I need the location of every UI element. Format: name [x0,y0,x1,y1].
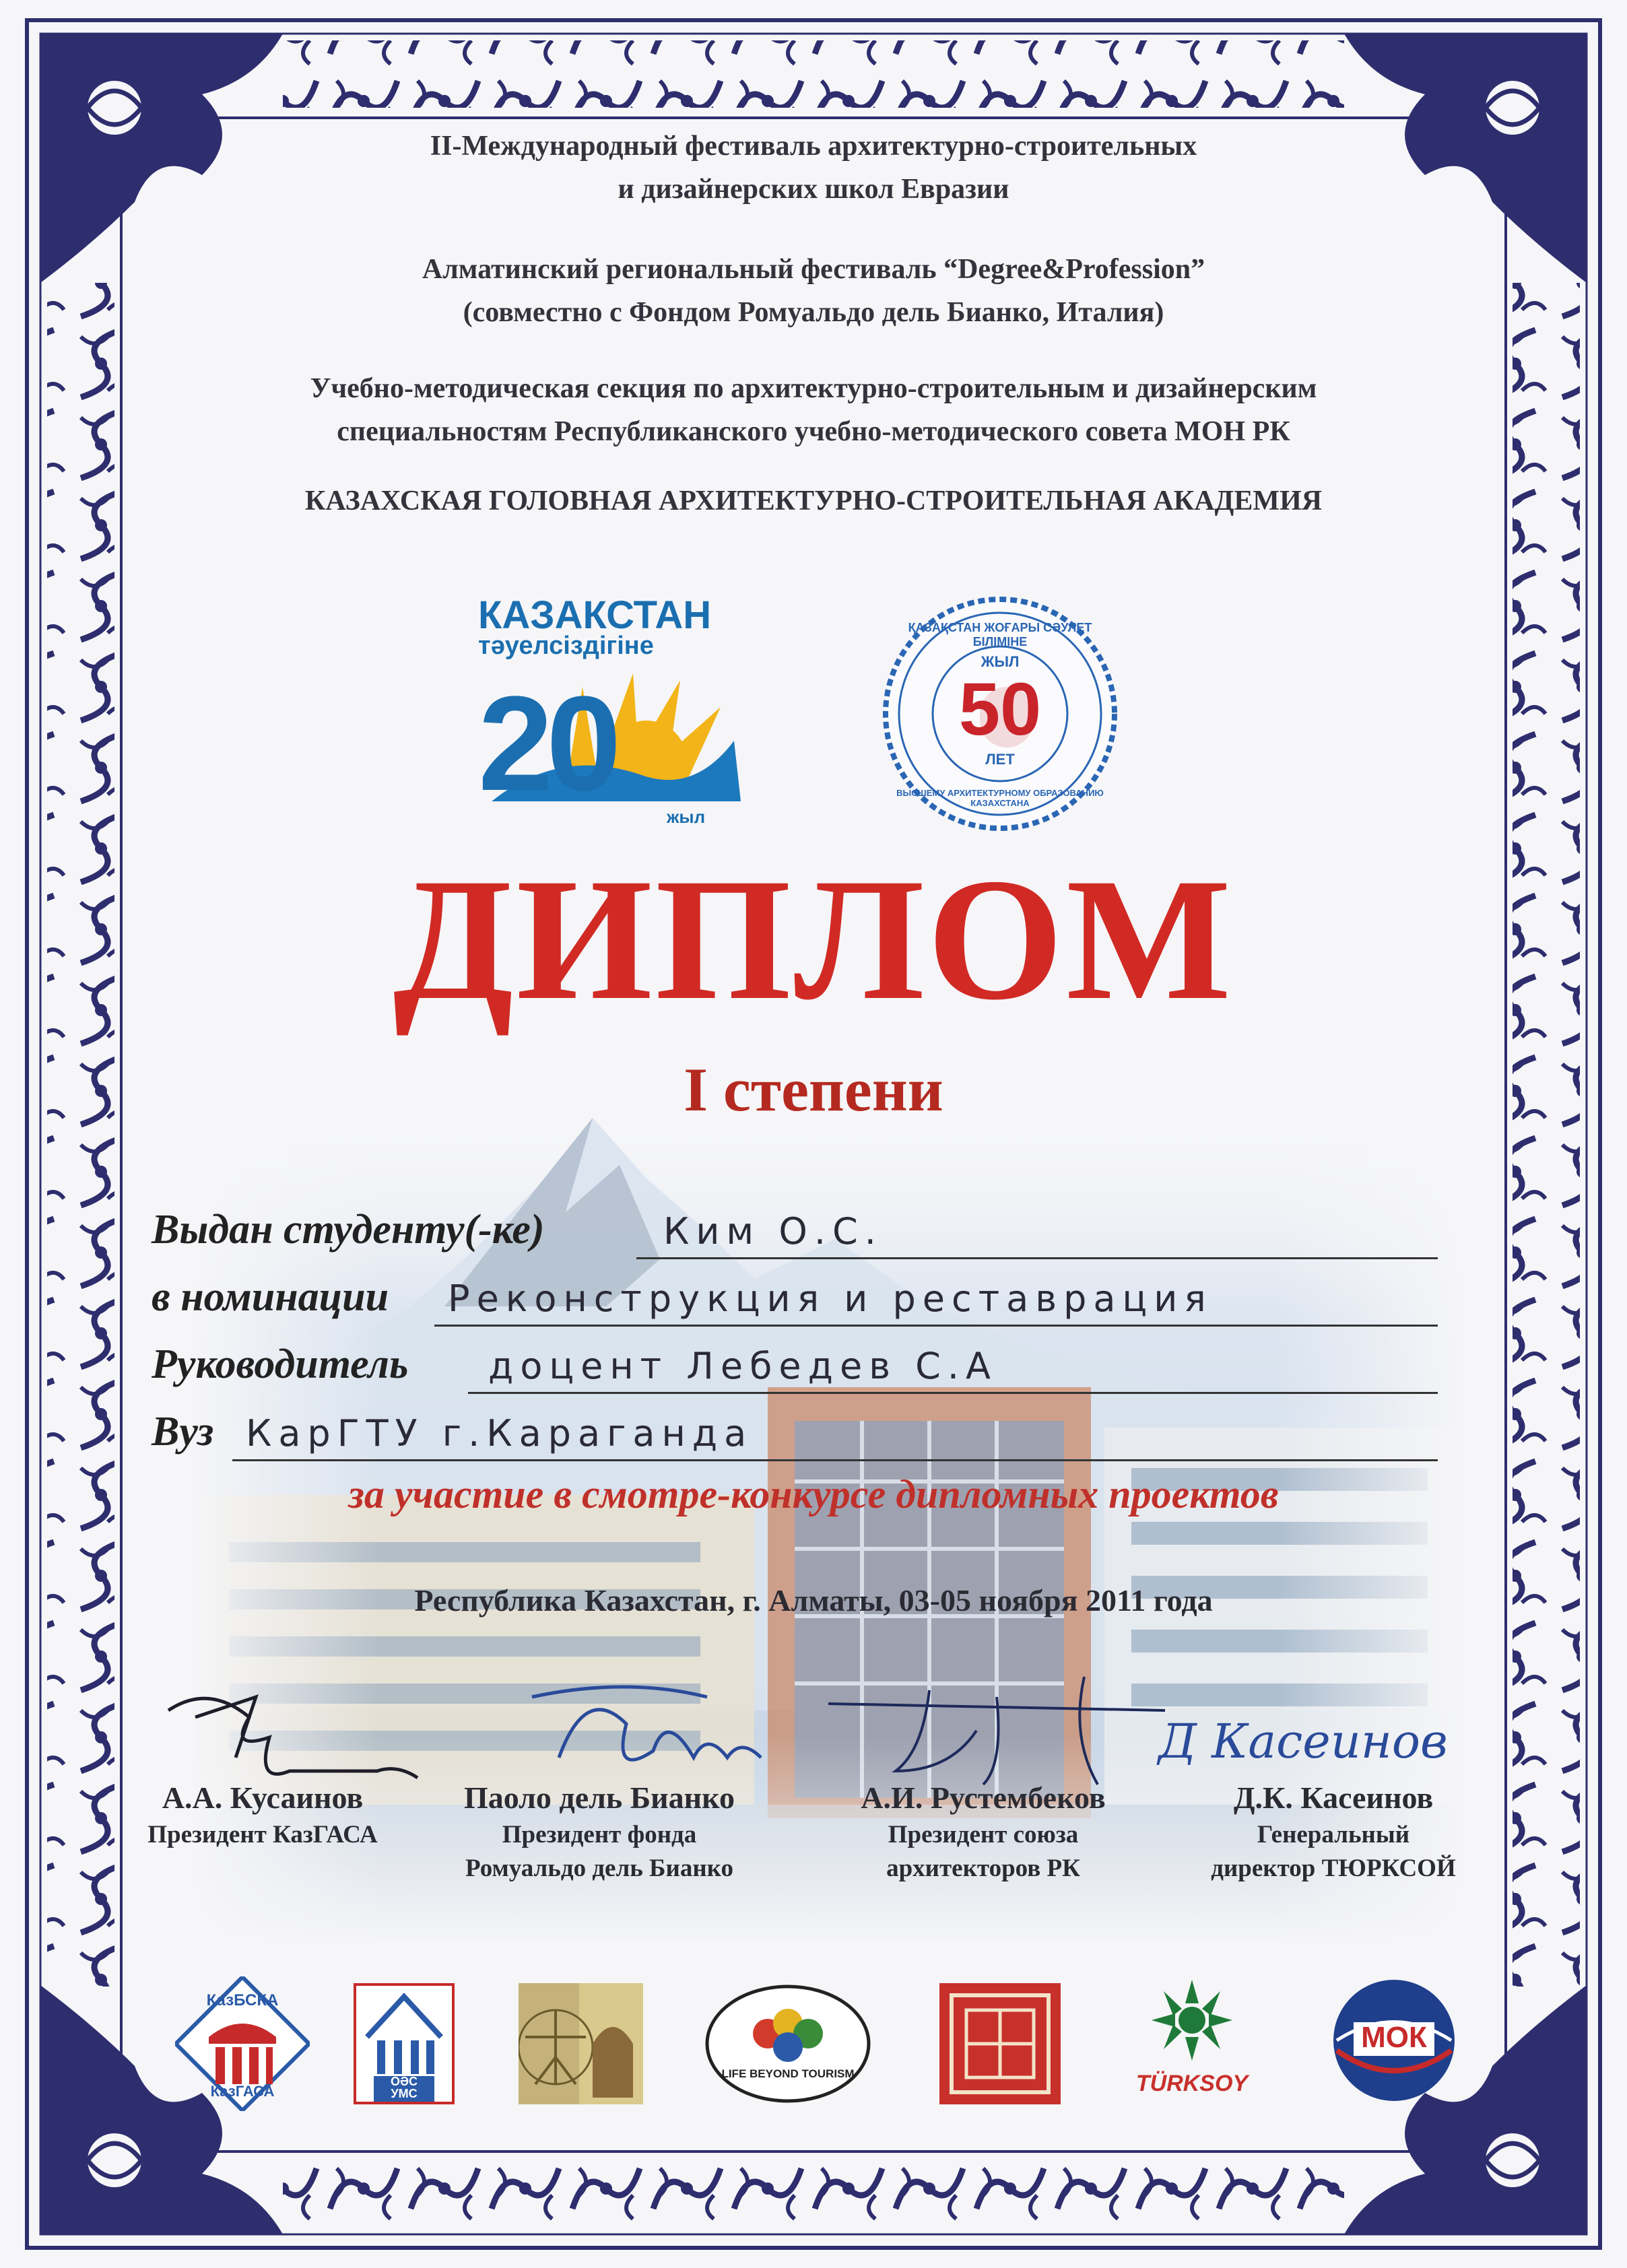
signatory-3-position-1: Президент союза [888,1821,1079,1848]
seal-ring-top: ҚАЗАҚСТАН ЖОҒАРЫ СӘУЛЕТ БІЛІМІНЕ [908,621,1092,648]
issued-underline [636,1257,1438,1259]
kazbska-top-text: КазБСКА [206,1991,279,2009]
header-line-2: и дизайнерских школ Евразии [618,174,1009,205]
signatory-4 [1172,1778,1495,1886]
signatory-3 [808,1778,1158,1886]
university-underline [232,1459,1438,1461]
signatory-3-name: А.И. Рустембеков [861,1780,1106,1815]
header-line-4: (совместно с Фондом Ромуальдо дель Бианко, Италия) [463,297,1164,328]
issued-label: Выдан студенту(-ке) [152,1207,545,1253]
header-line-3: Алматинский региональный фестиваль “Degree&Profession” [422,254,1205,285]
mok-text: МОК [1361,2021,1427,2054]
issued-value: Ким О.С. [663,1210,883,1253]
turksoy-text: TÜRKSOY [1135,2071,1249,2096]
independence-20-logo [465,593,748,835]
ornament-square-logo [939,1983,1061,2104]
diploma-degree: I степени [684,1055,943,1124]
seal-word-bottom: ЛЕТ [985,751,1015,768]
header-line-6: специальностям Республиканского учебно-методического совета МОН РК [337,416,1290,447]
header-line-5: Учебно-методическая секция по архитектурно-строительным и дизайнерским [310,373,1317,404]
supervisor-underline [468,1392,1438,1394]
signatory-1 [108,1778,418,1852]
signatory-2-position-2: Ромуальдо дель Бианко [465,1855,733,1882]
logo-independence-text: тәуелсіздігіне [478,632,654,660]
mok-logo [1330,1976,1458,2104]
signatory-2 [418,1778,781,1886]
signatory-3-position-2: архитекторов РК [886,1855,1080,1882]
vitruvian-logo [519,1983,643,2104]
signatory-4-name: Д.К. Касеинов [1233,1780,1434,1815]
signatory-4-position-1: Генеральный [1257,1821,1410,1848]
supervisor-label: Руководитель [152,1341,409,1387]
lbt-text: LIFE BEYOND TOURISM [721,2067,855,2080]
field-issued-to [152,1205,1438,1259]
kazbska-logo [175,1976,310,2111]
signatory-2-position-1: Президент фонда [502,1821,697,1848]
kazbska-bottom-text: КазГАСА [210,2083,275,2100]
signatory-1-name: А.А. Кусаинов [162,1780,364,1815]
supervisor-value: доцент Лебедев С.А [488,1345,997,1387]
seal-number-50: 50 [958,668,1042,751]
logo-number-20: 20 [478,669,615,819]
seal-ring-bottom: ВЫСШЕМУ АРХИТЕКТУРНОМУ ОБРАЗОВАНИЮ КАЗАХСТАНА [896,788,1104,808]
architecture-50-years-seal [879,593,1121,835]
seal-word-top: ЖЫЛ [981,653,1020,670]
signatory-1-position: Президент КазГАСА [147,1821,378,1848]
nomination-underline [434,1325,1438,1327]
signatory-4-position-2: директор ТЮРКСОЙ [1211,1855,1456,1882]
header-line-1: II-Международный фестиваль архитектурно-строительных [430,131,1197,162]
turksoy-logo [1111,1976,1273,2111]
header-line-7: КАЗАХСКАЯ ГОЛОВНАЯ АРХИТЕКТУРНО-СТРОИТЕЛЬНАЯ АКАДЕМИЯ [304,486,1323,516]
oes-ums-logo [354,1983,455,2104]
university-label: Вуз [152,1409,214,1455]
field-nomination [152,1273,1438,1327]
place-date: Республика Казахстан, г. Алматы, 03-05 ноября 2011 года [414,1583,1213,1617]
participation-text: за участие в смотре-конкурсе дипломных проектов [348,1472,1279,1516]
signature-text-kaseinov: Д Касеинов [1158,1714,1448,1769]
oes-text: ОӘС [390,2075,418,2088]
logo-kazakstan-text: КАЗАКСТАН [478,593,712,637]
field-supervisor [152,1340,1438,1394]
field-university [152,1407,1438,1461]
life-beyond-tourism-logo [704,1983,872,2104]
ums-text: УМС [391,2087,418,2100]
university-value: КарГТУ г.Караганда [246,1412,754,1455]
logo-zhyl-text: жыл [667,807,706,827]
nomination-value: Реконструкция и реставрация [448,1277,1213,1320]
nomination-label: в номинации [152,1274,389,1320]
diploma-title: ДИПЛОМ [393,842,1234,1036]
signatory-2-name: Паоло дель Бианко [463,1780,735,1815]
